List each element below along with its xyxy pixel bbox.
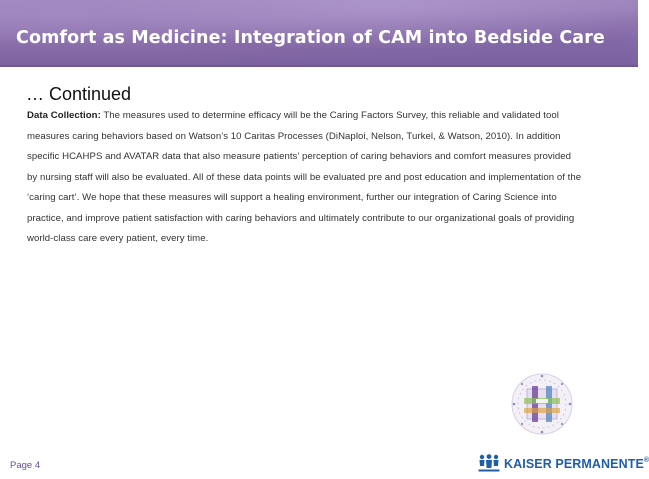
continued-heading: … Continued: [26, 84, 132, 104]
data-collection-text: The measures used to determine efficacy will be the Caring Factors Survey, this reliable and validated tool measures caring behaviors based on Watson’s 10 Caritas Processes (DiNaploi, Nelson, Turkel, & Watson, 2010). In addition specific HCAHPS and AVATAR data that also measure patients’ perception of caring behaviors and comfort measures provided by nursing staff will also be evaluated. All of these data points will be evaluated pre and post education and implementation of the ‘caring cart’. We hope that these measures will support a healing environment, further our integration of Caring Science into practice, and improve patient satisfaction with caring behaviors and ultimately contribute to our organizational goals of providing world-class care every patient, every time.: [27, 110, 582, 244]
slide-title: Comfort as Medicine: Integration of CAM into Bedside Care: [16, 28, 605, 48]
data-collection-label: Data Collection:: [27, 110, 101, 121]
kaiser-permanente-name: KAISER PERMANENTE: [504, 457, 644, 471]
registered-mark: ®: [643, 457, 649, 464]
kaiser-permanente-logo-icon: [478, 454, 500, 472]
page-number: Page 4: [10, 460, 41, 471]
kaiser-permanente-wordmark: [504, 457, 649, 471]
title-banner: [0, 0, 638, 67]
kaiser-permanente-logo: [478, 454, 649, 474]
data-collection-paragraph: [27, 106, 582, 250]
caring-science-emblem-icon: [510, 372, 574, 436]
